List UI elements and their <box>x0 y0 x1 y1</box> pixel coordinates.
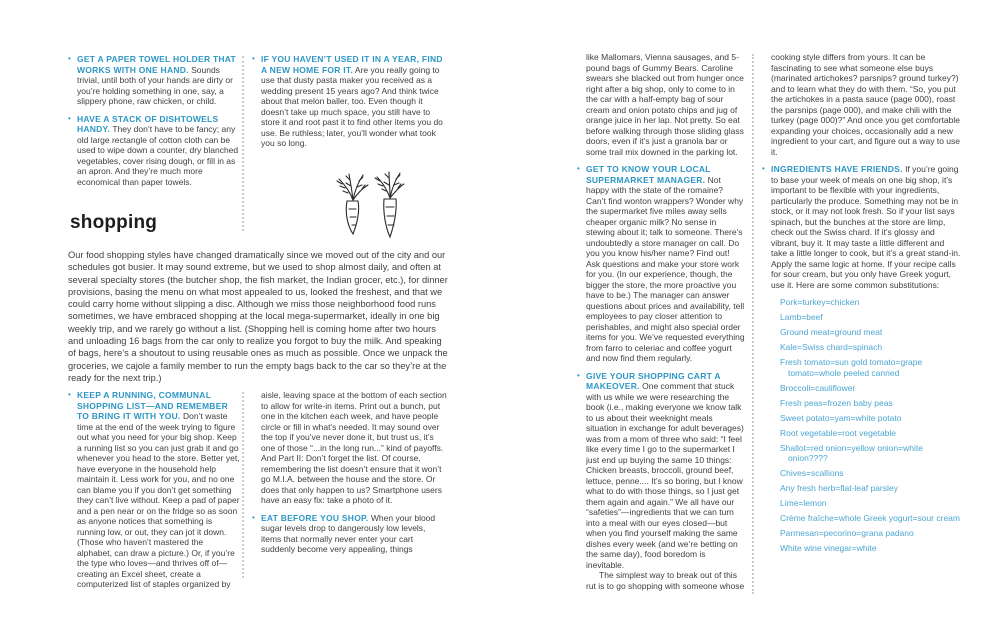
column-divider <box>242 56 244 231</box>
tip-cart-makeover <box>577 371 745 592</box>
tip-label: GET A PAPER TOWEL HOLDER THAT WORKS WITH ONE HAND. <box>77 54 236 75</box>
substitution-list <box>780 297 962 554</box>
tip-text: They don’t have to be fancy; any old large rectangle of cotton cloth can be used to wipe down a counter, dry blanched vegetables, cover rising dough, or fill in as an apron. And they’re much more economical than paper towels. <box>77 124 239 187</box>
tip-label: GIVE YOUR SHOPPING CART A MAKEOVER. <box>586 370 721 391</box>
substitution-item: Any fresh herb=flat-leaf parsley <box>780 483 898 493</box>
tip-text: Don’t waste time at the end of the week trying to figure out what you need for your big shop. Keep a running list so you can just grab it and go whenever you head to the store. Better yet, have everyone in the household help maintain it. Less work for you, and no one can blame you if you don’t get something they can’t live without. Keep a pad of paper and a pen near or on the fridge so as soon as anyone notices that something is running low, or out, they can jot it down. (Those who haven’t mastered the alphabet, can draw a picture.) Or, if you’re the type who loves—and thrives off of—creating an Excel sheet, create a computerized list of staples organized by <box>77 411 240 589</box>
left-bottom-column-1 <box>68 390 240 597</box>
tip-running-list <box>68 390 240 590</box>
substitution-item: Chives=scallions <box>780 468 844 478</box>
substitution-item: Sweet potato=yam=white potato <box>780 412 902 423</box>
tip-text: Not happy with the state of the romaine? Can’t find wonton wrappers? Wonder why the supermarket five miles away sells cheaper organic milk? No sense in stewing about it; talk to someone. There’s undoubtedly a store manager on call. Do you you know his/her name? Find out! Ask questions and make your store work for you. (In our experience, though, the bigger the store, the more proactive you have to be.) The manager can answer questions about prices and availability, tell employees to pay closer attention to perishables, and might also special order items for you. We’ve requested everything from farro to celeriac and coffee yogurt and now find them regularly. <box>586 174 745 363</box>
right-column-2 <box>762 52 962 558</box>
substitution-item: Shallot=red onion=yellow onion=white onion???? <box>780 442 923 463</box>
tip-new-home <box>252 54 448 149</box>
bullet-icon: • <box>252 54 255 63</box>
tip-text: When your blood sugar levels drop to dangerously low levels, items that normally never enter your cart suddenly become very appealing, things <box>261 512 436 554</box>
closing-paragraph: The simplest way to break out of this rut is to go shopping with someone whose <box>586 570 745 591</box>
tip-eat-before-you-shop <box>252 513 448 555</box>
tip-text: Sounds trivial, until both of your hands are dirty or you’re holding something in one, say, a slippery phone, raw chicken, or child. <box>77 64 233 106</box>
intro-paragraph: Our food shopping styles have changed dramatically since we moved out of the city and our schedules got busier. It may sound extreme, but we used to shop almost daily, and often at several specialty stores (the butcher shop, the fish market, the Indian grocer, etc.), for dinner provisions, basing the menu on what most appealed to us, looked the freshest, and that we could carry home without slipping a disc. Although we miss those neighborhood food runs sometimes, we have embraced shopping at the local mega-supermarket, ideally in one big weekly trip, and we rarely go without a list. (Shopping hell is coming home after two hours and unloading 16 bags from the car only to realize you forgot to buy the milk. And speaking of bags, here’s a shoutout to using reusable ones as much as possible. Once we unpack the groceries, we cajole a family member to run the empty bags back to the car so they’re at the ready for the next trip.) <box>68 250 448 383</box>
left-bottom-column-2 <box>252 390 448 562</box>
section-title: shopping <box>70 212 158 233</box>
tip-supermarket-manager <box>577 164 745 364</box>
substitution-item: Crème fraîche=whole Greek yogurt=sour cream <box>780 513 960 523</box>
tip-label: IF YOU HAVEN’T USED IT IN A YEAR, FIND A NEW HOME FOR IT. <box>261 54 443 75</box>
continuation-paragraph: like Mallomars, Vienna sausages, and 5-pound bags of Gummy Bears. Caroline swears she blacked out from hunger once right after a big shop, only to come to in the car with a half-empty bag of sour cream and onion potato chips and jug of orange juice in her lap. Not pretty. So eat before walking through those sliding glass doors, even if it’s just a granola bar or some trail mix downed in the parking lot. <box>586 52 744 157</box>
tip-text: If you’re going to base your week of meals on one big shop, it’s important to be flexible with your ingredients, particularly the produce. Something may not be in stock, or it may not look fresh. So if your list says spinach, but the bunches at the store are limp, check out the Swiss chard. If it’s glossy and vibrant, buy it. It may taste a little different and take a little longer to cook, but it’s a great stand-in. Apply the same logic at home. If your recipe calls for sour cream, but you only have Greek yogurt, use it. Here are some common substitutions: <box>771 164 961 290</box>
substitution-item: Kale=Swiss chard=spinach <box>780 342 883 352</box>
continuation-paragraph: cooking style differs from yours. It can be fascinating to see what someone else buys (marinated artichokes? parsnips? ground turkey?) and to learn what they do with them. “So, you put the artichokes in a pasta sauce (page 000), roast the parsnips (page 000), and make chili with the turkey (page 000)?” And once you get comfortable expanding your choices, occasionally add a new ingredient to your cart, and figure out a way to use it. <box>771 52 961 157</box>
tip-label: KEEP A RUNNING, COMMUNAL SHOPPING LIST—AND REMEMBER TO BRING IT WITH YOU. <box>77 390 229 421</box>
bullet-icon: • <box>68 113 71 123</box>
tip-label: EAT BEFORE YOU SHOP. <box>261 512 369 523</box>
bullet-icon: • <box>68 54 71 63</box>
substitution-item: Ground meat=ground meat <box>780 327 883 337</box>
left-top-column-2 <box>252 54 448 156</box>
substitution-item: Lime=lemon <box>780 498 827 508</box>
carrots-illustration <box>328 168 418 253</box>
continuation-paragraph: aisle, leaving space at the bottom of each section to allow for write-in items. Print out a bunch, put one in the kitchen each week, and have people circle or fill in what’s needed. It may sound over the top if you’ve never done it, but trust us, it’s one of those “...in the long run...” kind of payoffs. And Part II: Don’t forget the list. Of course, remembering the list doesn’t ensure that it won’t go M.I.A. between the house and the store. Or does that only happen to us? Smartphone users have an easy fix: take a photo of it. <box>261 390 447 505</box>
tip-label: HAVE A STACK OF DISHTOWELS HANDY. <box>77 113 219 134</box>
bullet-icon: • <box>68 390 71 399</box>
column-divider <box>752 54 754 594</box>
bullet-icon: • <box>577 164 580 173</box>
substitution-item: Parmesan=pecorino=grana padano <box>780 528 914 538</box>
substitution-item: Fresh peas=frozen baby peas <box>780 397 893 408</box>
substitution-item: Lamb=beef <box>780 312 823 322</box>
tip-text: Are you really going to use that dusty pasta maker you received as a wedding present 15 years ago? And think twice about that melon baller, too. Even though it doesn’t take up much space, you still have to store it and root past it to find other items you do use. Be ruthless; later, you’ll wonder what took you so long. <box>261 64 443 148</box>
substitution-item: Broccoli=cauliflower <box>780 382 856 393</box>
column-divider <box>242 392 244 578</box>
substitution-item: Fresh tomato=sun gold tomato=grape tomato=whole peeled canned <box>780 357 923 378</box>
bullet-icon: • <box>252 512 255 522</box>
tip-paper-towel-holder <box>68 54 240 107</box>
tip-label: GET TO KNOW YOUR LOCAL SUPERMARKET MANAGER. <box>586 164 711 185</box>
substitution-item: Pork=turkey=chicken <box>780 297 860 307</box>
bullet-icon: • <box>577 370 580 380</box>
substitution-item: Root vegetable=root vegetable <box>780 427 897 438</box>
tip-label: INGREDIENTS HAVE FRIENDS. <box>771 164 903 174</box>
tip-dishtowels <box>68 114 240 188</box>
tip-ingredients-have-friends <box>762 164 962 290</box>
bullet-icon: • <box>762 164 765 173</box>
tip-text: One comment that stuck with us while we were researching the book (i.e., making everyone we know talk to us about their weeknight meals situation in exchange for adult beverages) was from a mom of three who said: “I feel like every time I go to the supermarket I just end up buying the same 10 things: Chicken breasts, broccoli, ground beef, lettuce, penne.... It’s so boring, but I know what to do with those things, so I just get them again and again.” We all have our “safeties”—ingredients that we can turn into a meal with our eyes closed—but when you find yourself making the same dishes every week (and we’re betting on the same day), food boredom is inevitable. <box>586 381 744 570</box>
substitution-item: White wine vinegar=white <box>780 543 877 553</box>
left-top-column-1 <box>68 54 240 194</box>
right-column-1 <box>577 52 745 598</box>
